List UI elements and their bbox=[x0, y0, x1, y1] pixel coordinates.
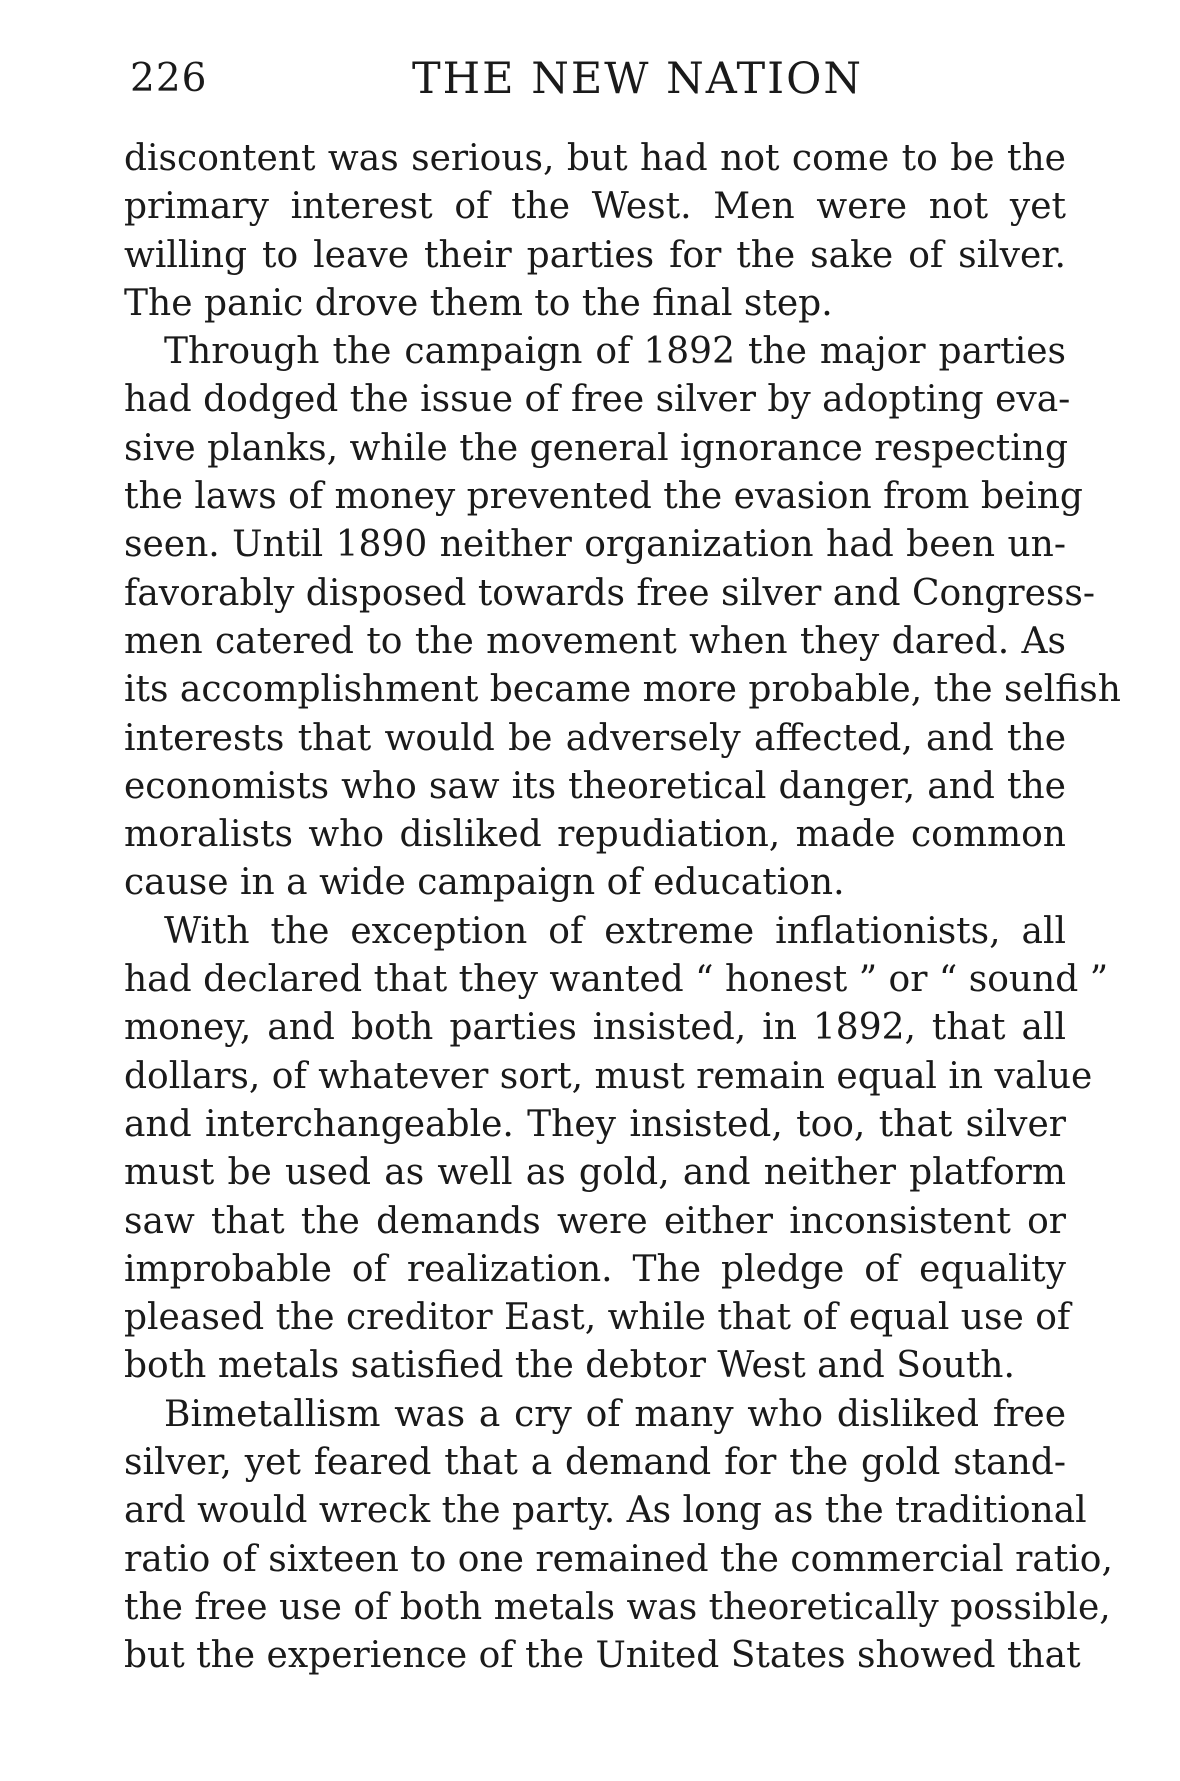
text-line: had declared that they wanted “ honest ” or “ sound ” bbox=[124, 959, 1109, 1001]
text-line: sive planks, while the general ignorance respecting bbox=[124, 427, 1068, 469]
text-line: ard would wreck the party. As long as the traditional bbox=[124, 1490, 1087, 1532]
text-line: dollars, of whatever sort, must remain equal in value bbox=[124, 1055, 1093, 1097]
text-line: moralists who disliked repudiation, made common bbox=[124, 814, 1066, 856]
text-line: seen. Until 1890 neither organization had been un- bbox=[124, 524, 1066, 566]
text-line: its accomplishment became more probable, the selfish bbox=[124, 669, 1121, 711]
body-text bbox=[124, 135, 1121, 1681]
text-line: the free use of both metals was theoretically possible, bbox=[124, 1586, 1111, 1628]
text-line: Bimetallism was a cry of many who disliked free bbox=[164, 1393, 1066, 1435]
text-line: and interchangeable. They insisted, too, that silver bbox=[124, 1103, 1066, 1145]
running-title: THE NEW NATION bbox=[412, 54, 863, 104]
text-line: ratio of sixteen to one remained the commercial ratio, bbox=[124, 1538, 1113, 1580]
text-line: had dodged the issue of free silver by adopting eva- bbox=[124, 379, 1071, 421]
text-line: primary interest of the West. Men were not yet bbox=[124, 186, 1066, 228]
text-line: With the exception of extreme inflationists, all bbox=[164, 910, 1066, 952]
text-line: favorably disposed towards free silver and Congress- bbox=[124, 572, 1096, 614]
text-line: cause in a wide campaign of education. bbox=[124, 862, 845, 904]
text-line: must be used as well as gold, and neither platform bbox=[124, 1152, 1066, 1194]
text-line: economists who saw its theoretical danger, and the bbox=[124, 765, 1066, 807]
text-line: willing to leave their parties for the sake of silver. bbox=[124, 234, 1066, 276]
text-line: both metals satisfied the debtor West and South. bbox=[124, 1345, 1015, 1387]
text-line: Through the campaign of 1892 the major parties bbox=[164, 331, 1066, 373]
text-line: money, and both parties insisted, in 1892, that all bbox=[124, 1007, 1066, 1049]
text-line: but the experience of the United States showed that bbox=[124, 1635, 1081, 1677]
text-line: interests that would be adversely affected, and the bbox=[124, 717, 1066, 759]
text-line: saw that the demands were either inconsistent or bbox=[124, 1200, 1066, 1242]
text-line: the laws of money prevented the evasion from being bbox=[124, 476, 1083, 518]
page-header bbox=[130, 56, 1070, 116]
text-line: men catered to the movement when they dared. As bbox=[124, 620, 1066, 662]
text-line: pleased the creditor East, while that of equal use of bbox=[124, 1297, 1071, 1339]
text-line: The panic drove them to the final step. bbox=[124, 282, 833, 324]
page-number: 226 bbox=[130, 56, 208, 101]
text-line: discontent was serious, but had not come to be the bbox=[124, 138, 1066, 179]
text-line: improbable of realization. The pledge of equality bbox=[124, 1248, 1066, 1290]
text-line: silver, yet feared that a demand for the gold stand- bbox=[124, 1442, 1066, 1484]
